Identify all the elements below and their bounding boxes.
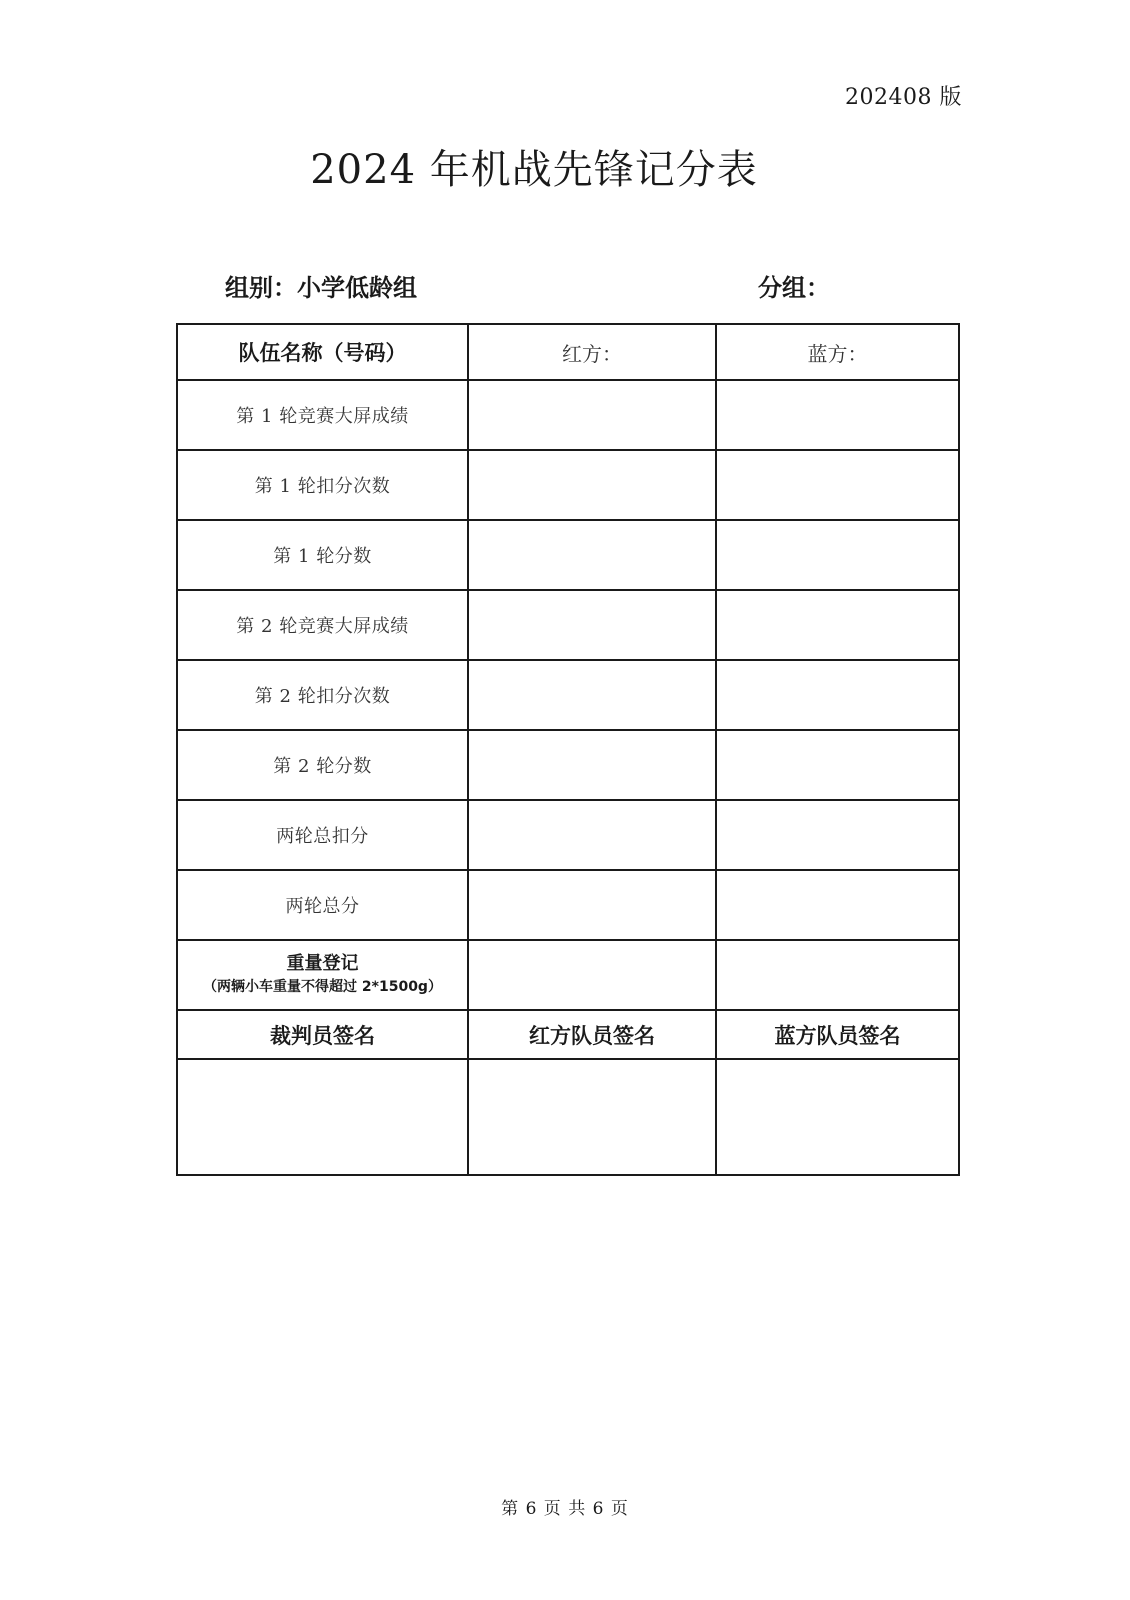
red-team-name-cell[interactable]: 红方： (468, 324, 716, 380)
red-score-cell[interactable] (468, 520, 716, 590)
blue-team-signature-cell[interactable] (716, 1059, 959, 1175)
blue-score-cell[interactable] (716, 520, 959, 590)
page-number: 第 6 页 共 6 页 (501, 1499, 629, 1519)
row-label: 两轮总扣分 (177, 800, 468, 870)
table-row (177, 730, 959, 800)
blue-score-cell[interactable] (716, 380, 959, 450)
weight-label-cell (177, 940, 468, 1010)
red-score-cell[interactable] (468, 800, 716, 870)
row-label: 两轮总分 (177, 870, 468, 940)
row-label: 第 2 轮扣分次数 (177, 660, 468, 730)
row-label: 第 1 轮分数 (177, 520, 468, 590)
red-team-signature-header: 红方队员签名 (468, 1010, 716, 1059)
table-row (177, 870, 959, 940)
version-label: 202408 版 (845, 85, 962, 110)
page-title: 2024 年机战先锋记分表 (310, 147, 758, 193)
table-row (177, 450, 959, 520)
blue-score-cell[interactable] (716, 870, 959, 940)
red-score-cell[interactable] (468, 590, 716, 660)
red-team-signature-cell[interactable] (468, 1059, 716, 1175)
blue-weight-cell[interactable] (716, 940, 959, 1010)
red-score-cell[interactable] (468, 730, 716, 800)
blue-score-cell[interactable] (716, 450, 959, 520)
score-table (176, 323, 960, 1176)
subgroup-label: 分组： (758, 274, 830, 302)
red-score-cell[interactable] (468, 380, 716, 450)
red-weight-cell[interactable] (468, 940, 716, 1010)
blue-team-signature-header: 蓝方队员签名 (716, 1010, 959, 1059)
group-label: 组别：小学低龄组 (225, 274, 417, 302)
referee-signature-cell[interactable] (177, 1059, 468, 1175)
table-row (177, 660, 959, 730)
red-score-cell[interactable] (468, 450, 716, 520)
blue-score-cell[interactable] (716, 800, 959, 870)
referee-signature-header: 裁判员签名 (177, 1010, 468, 1059)
blue-score-cell[interactable] (716, 660, 959, 730)
signature-row (177, 1059, 959, 1175)
blue-team-name-cell[interactable]: 蓝方： (716, 324, 959, 380)
blue-score-cell[interactable] (716, 730, 959, 800)
weight-label: 重量登记 (286, 953, 359, 974)
blue-score-cell[interactable] (716, 590, 959, 660)
table-row (177, 520, 959, 590)
table-header-row (177, 324, 959, 380)
row-label: 第 1 轮扣分次数 (177, 450, 468, 520)
signature-header-row (177, 1010, 959, 1059)
table-row (177, 800, 959, 870)
red-score-cell[interactable] (468, 660, 716, 730)
weight-row (177, 940, 959, 1010)
team-name-header: 队伍名称（号码） (177, 324, 468, 380)
weight-note: （两辆小车重量不得超过 2*1500g） (203, 979, 442, 995)
table-row (177, 590, 959, 660)
red-score-cell[interactable] (468, 870, 716, 940)
row-label: 第 2 轮分数 (177, 730, 468, 800)
row-label: 第 1 轮竞赛大屏成绩 (177, 380, 468, 450)
table-row (177, 380, 959, 450)
row-label: 第 2 轮竞赛大屏成绩 (177, 590, 468, 660)
